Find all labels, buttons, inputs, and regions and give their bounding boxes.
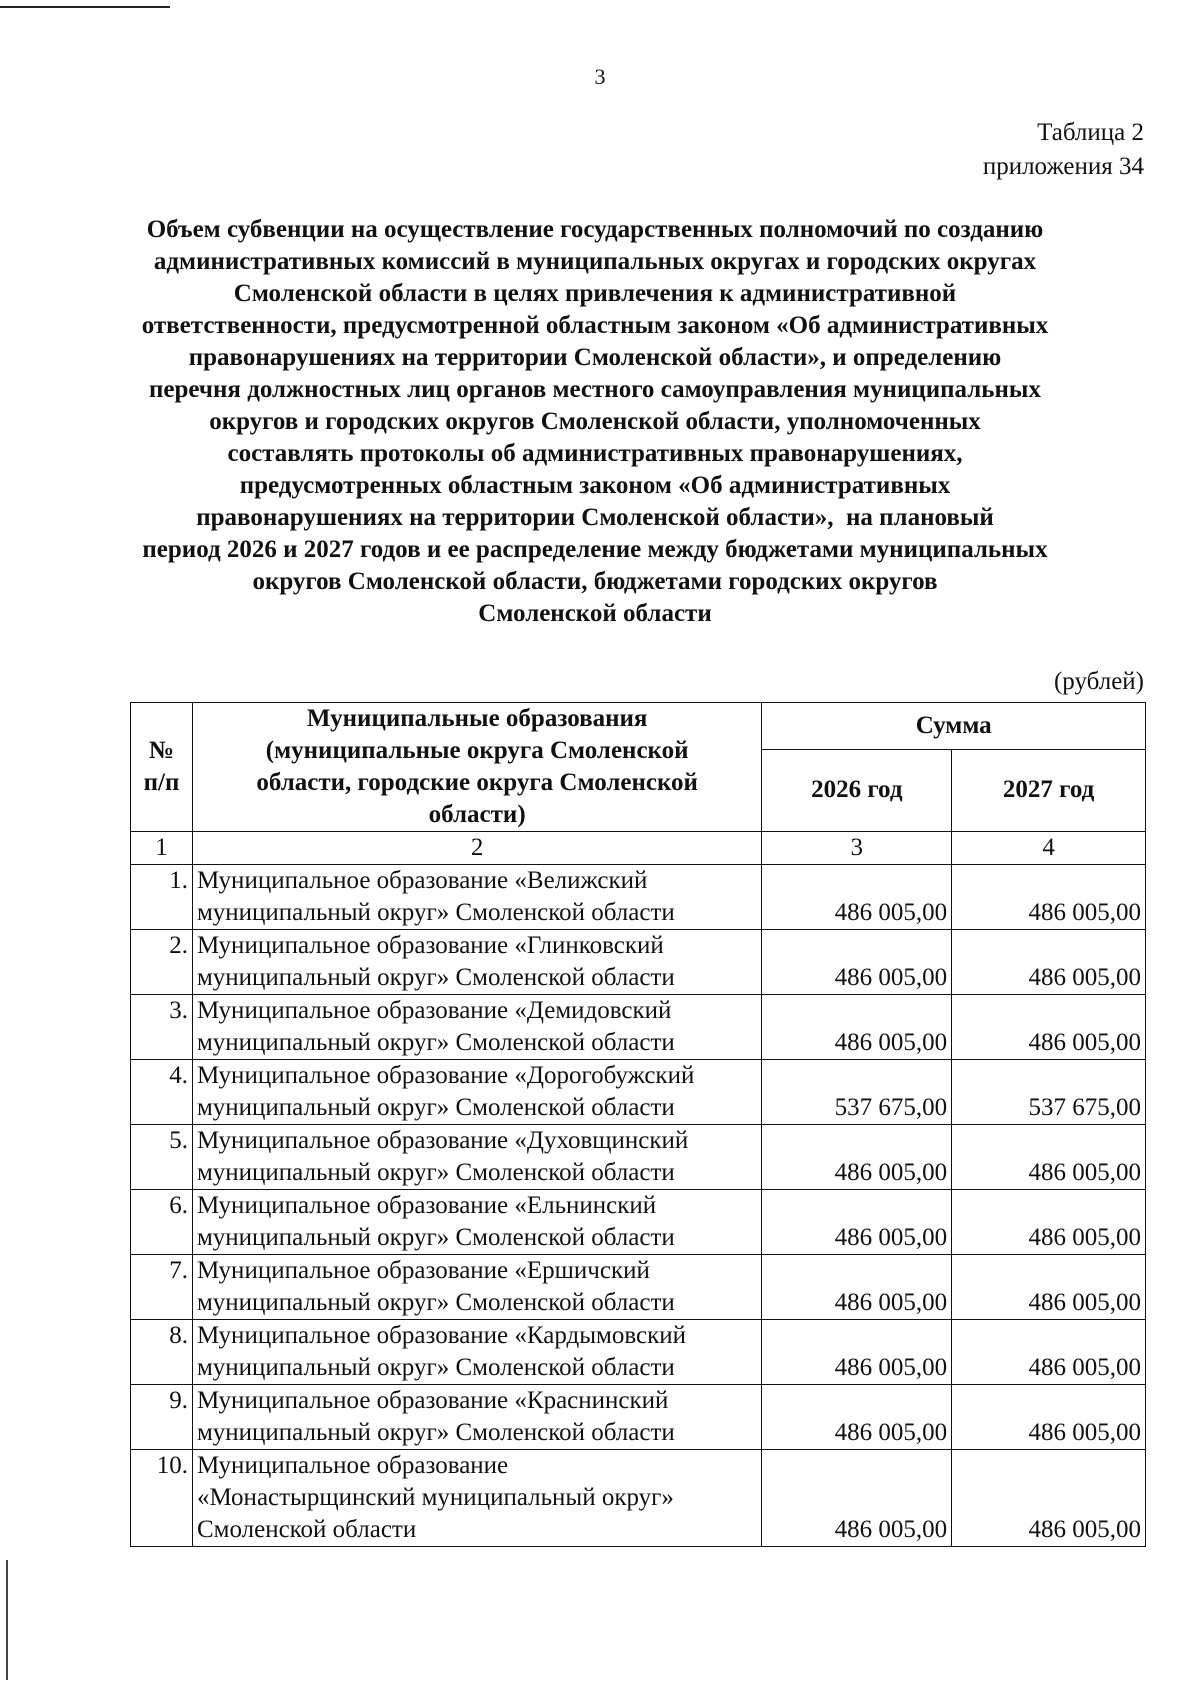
title-line: округов и городских округов Смоленской области, уполномоченных <box>209 408 981 435</box>
row-municipality <box>192 1385 761 1450</box>
title-line: период 2026 и 2027 годов и ее распределение между бюджетами муниципальных <box>142 536 1048 563</box>
row-municipality-line: Смоленской области <box>196 1516 417 1543</box>
table-row <box>131 1385 1146 1450</box>
unit-note: (рублей) <box>1053 668 1144 695</box>
row-municipality-line: муниципальный округ» Смоленской области <box>196 964 675 991</box>
row-amount-2026: 486 005,00 <box>762 1125 952 1190</box>
row-municipality <box>192 1320 761 1385</box>
row-amount-2027: 537 675,00 <box>952 1060 1146 1125</box>
row-number: 4. <box>131 1060 193 1125</box>
table-row <box>131 1255 1146 1320</box>
row-amount-2026: 486 005,00 <box>762 1190 952 1255</box>
row-municipality-line: муниципальный округ» Смоленской области <box>196 899 675 926</box>
header-sum: Сумма <box>762 703 1146 750</box>
column-index: 1 <box>131 832 193 865</box>
row-municipality-line: муниципальный округ» Смоленской области <box>196 1289 675 1316</box>
row-municipality <box>192 1125 761 1190</box>
row-amount-2027: 486 005,00 <box>952 1385 1146 1450</box>
row-municipality-line: Муниципальное образование «Кардымовский <box>196 1322 687 1349</box>
row-municipality-line: Муниципальное образование <box>196 1452 509 1479</box>
row-municipality-line: муниципальный округ» Смоленской области <box>196 1159 675 1186</box>
row-municipality-line: муниципальный округ» Смоленской области <box>196 1224 675 1251</box>
header-municipality <box>192 703 761 832</box>
header-municipality-line: (муниципальные округа Смоленской <box>265 737 689 764</box>
row-municipality-line: муниципальный округ» Смоленской области <box>196 1029 675 1056</box>
subvention-table <box>130 702 1146 1547</box>
row-municipality <box>192 1450 761 1547</box>
title-line: Смоленской области в целях привлечения к административной <box>233 280 957 307</box>
row-amount-2026: 486 005,00 <box>762 1450 952 1547</box>
row-number: 10. <box>131 1450 193 1547</box>
row-municipality <box>192 995 761 1060</box>
row-amount-2026: 486 005,00 <box>762 1385 952 1450</box>
title-line: составлять протоколы об административных правонарушениях, <box>227 440 963 467</box>
title-line: округов Смоленской области, бюджетами городских округов <box>252 568 938 595</box>
row-number: 6. <box>131 1190 193 1255</box>
row-municipality-line: Муниципальное образование «Глинковский <box>196 932 664 959</box>
table-row <box>131 1060 1146 1125</box>
row-amount-2027: 486 005,00 <box>952 995 1146 1060</box>
row-amount-2026: 486 005,00 <box>762 930 952 995</box>
row-amount-2026: 486 005,00 <box>762 1320 952 1385</box>
row-amount-2027: 486 005,00 <box>952 865 1146 930</box>
row-municipality <box>192 1255 761 1320</box>
row-number: 9. <box>131 1385 193 1450</box>
row-amount-2027: 486 005,00 <box>952 1190 1146 1255</box>
row-municipality <box>192 1190 761 1255</box>
row-municipality-line: Муниципальное образование «Дорогобужский <box>196 1062 695 1089</box>
title-line: ответственности, предусмотренной областным законом «Об административных <box>141 312 1049 339</box>
row-amount-2026: 537 675,00 <box>762 1060 952 1125</box>
row-amount-2027: 486 005,00 <box>952 1320 1146 1385</box>
row-municipality-line: Муниципальное образование «Велижский <box>196 867 648 894</box>
scan-edge-top <box>0 6 170 8</box>
row-number: 8. <box>131 1320 193 1385</box>
table-row <box>131 1450 1146 1547</box>
row-number: 3. <box>131 995 193 1060</box>
row-amount-2026: 486 005,00 <box>762 1255 952 1320</box>
title-line: правонарушениях на территории Смоленской области», на плановый <box>196 504 994 531</box>
header-number-abbrev: п/п <box>143 769 180 796</box>
header-year-2026: 2026 год <box>762 749 952 831</box>
row-municipality <box>192 930 761 995</box>
row-amount-2027: 486 005,00 <box>952 1450 1146 1547</box>
row-number: 1. <box>131 865 193 930</box>
row-municipality-line: Муниципальное образование «Ельнинский <box>196 1192 657 1219</box>
table-row <box>131 1125 1146 1190</box>
table-row <box>131 1320 1146 1385</box>
table-row <box>131 1190 1146 1255</box>
row-municipality-line: Муниципальное образование «Демидовский <box>196 997 672 1024</box>
column-index: 4 <box>952 832 1146 865</box>
table-row <box>131 930 1146 995</box>
table-row <box>131 995 1146 1060</box>
column-index-row <box>131 832 1146 865</box>
header-municipality-line: Муниципальные образования <box>306 705 648 732</box>
title-line: предусмотренных областным законом «Об административных <box>239 472 951 499</box>
row-amount-2027: 486 005,00 <box>952 1125 1146 1190</box>
header-number-symbol: № <box>148 737 175 764</box>
page-number: 3 <box>594 64 606 89</box>
row-amount-2026: 486 005,00 <box>762 865 952 930</box>
row-municipality-line: Муниципальное образование «Ершичский <box>196 1257 650 1284</box>
document-title <box>90 214 1100 630</box>
header-municipality-line: области) <box>428 801 526 828</box>
column-index: 2 <box>192 832 761 865</box>
caption-appendix-label: приложения 34 <box>982 153 1144 180</box>
column-index: 3 <box>762 832 952 865</box>
row-number: 7. <box>131 1255 193 1320</box>
caption-table-label: Таблица 2 <box>1037 119 1144 146</box>
scan-edge-left <box>6 1560 8 1680</box>
title-line: перечня должностных лиц органов местного самоуправления муниципальных <box>149 376 1041 403</box>
row-number: 5. <box>131 1125 193 1190</box>
title-line: Объем субвенции на осуществление государственных полномочий по созданию <box>146 216 1044 243</box>
row-municipality-line: муниципальный округ» Смоленской области <box>196 1094 675 1121</box>
row-municipality <box>192 1060 761 1125</box>
row-amount-2027: 486 005,00 <box>952 1255 1146 1320</box>
header-municipality-line: области, городские округа Смоленской <box>256 769 698 796</box>
row-municipality-line: Муниципальное образование «Краснинский <box>196 1387 669 1414</box>
row-number: 2. <box>131 930 193 995</box>
row-municipality <box>192 865 761 930</box>
row-municipality-line: Муниципальное образование «Духовщинский <box>196 1127 689 1154</box>
row-municipality-line: «Монастырщинский муниципальный округ» <box>196 1484 674 1511</box>
header-year-2027: 2027 год <box>952 749 1146 831</box>
row-municipality-line: муниципальный округ» Смоленской области <box>196 1419 675 1446</box>
title-line: правонарушениях на территории Смоленской области», и определению <box>188 344 1002 371</box>
table-header-row <box>131 703 1146 750</box>
table-caption <box>983 116 1144 184</box>
row-amount-2026: 486 005,00 <box>762 995 952 1060</box>
row-municipality-line: муниципальный округ» Смоленской области <box>196 1354 675 1381</box>
table-row <box>131 865 1146 930</box>
header-number <box>131 703 193 832</box>
title-line: Смоленской области <box>478 600 712 627</box>
row-amount-2027: 486 005,00 <box>952 930 1146 995</box>
title-line: административных комиссий в муниципальных округах и городских округах <box>153 248 1037 275</box>
